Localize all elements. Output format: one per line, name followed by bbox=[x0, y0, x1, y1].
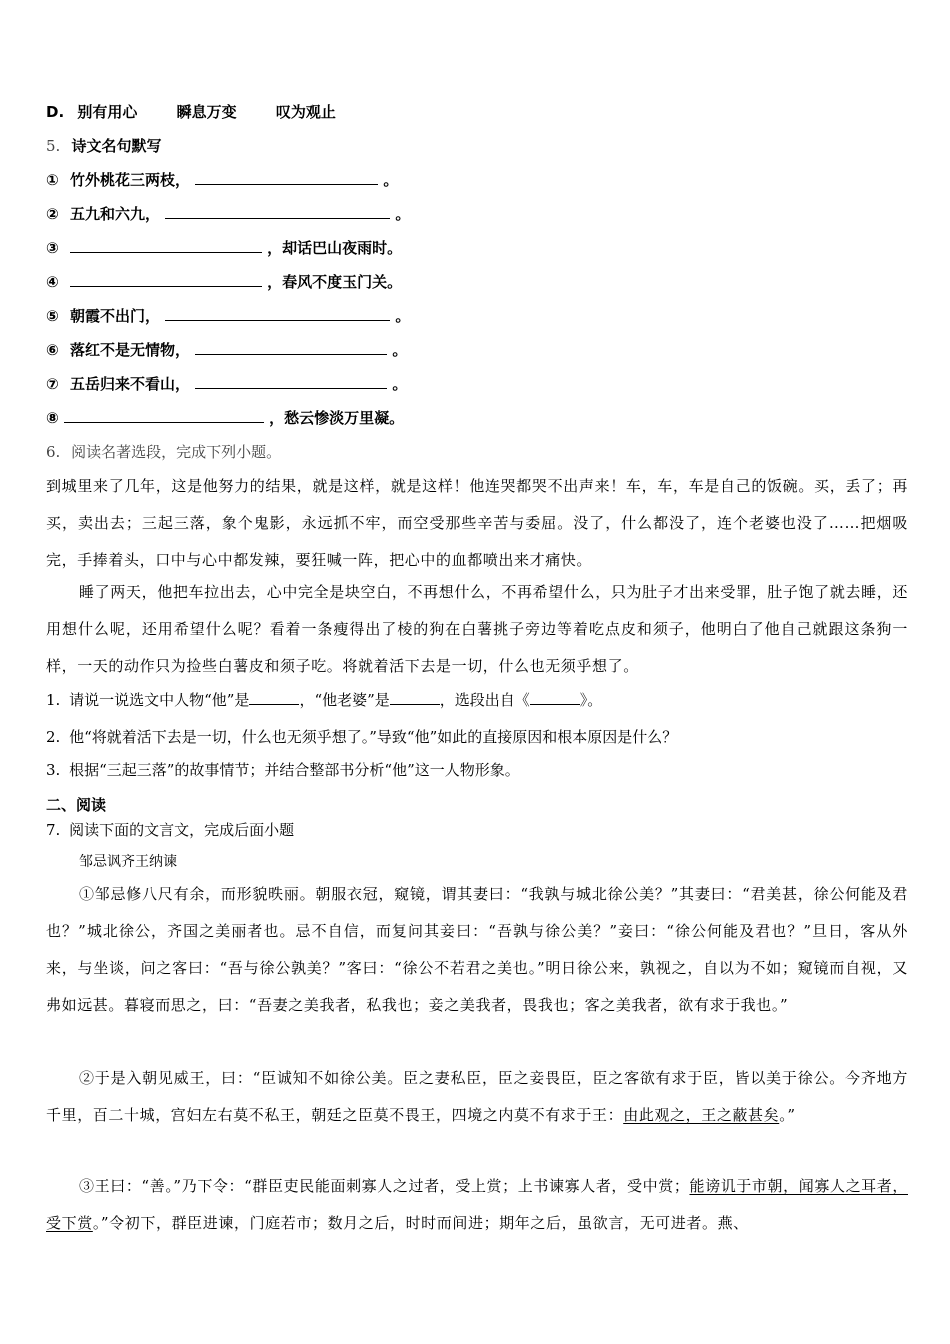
poem-text: 。 bbox=[395, 205, 411, 223]
poem-line-5 bbox=[46, 306, 410, 326]
q6-paragraph-1: 到城里来了几年，这是他努力的结果，就是这样，就是这样！他连哭都哭不出声来！车，车，车是自己的饭碗。买，丢了；再买，卖出去；三起三落，象个鬼影，永远抓不牢，而空受那些辛苦与委屈。没了，什么都没了，连个老婆也没了……把烟吸完，手捧着头，口中与心中都发辣，要狂喊一阵，把心中的血都喷出来才痛快。 bbox=[46, 477, 908, 569]
answer-blank[interactable] bbox=[195, 340, 387, 355]
passage-paragraph-2 bbox=[46, 1060, 908, 1134]
answer-blank[interactable] bbox=[165, 204, 390, 219]
q6-sub-question-1 bbox=[46, 690, 602, 710]
poem-text: 朝霞不出门， bbox=[69, 307, 160, 325]
poem-text: 五九和六九， bbox=[69, 205, 160, 223]
poem-text: ，春风不度玉门关。 bbox=[267, 273, 403, 291]
line-marker: ② bbox=[46, 205, 59, 223]
q6-paragraph-2: 睡了两天，他把车拉出去，心中完全是块空白，不再想什么，不再希望什么，只为肚子才出来受罪，肚子饱了就去睡，还用想什么呢，还用希望什么呢？看着一条瘦得出了棱的狗在白薯挑子旁边等着吃点皮和须子，他明白了他自己就跟这条狗一样，一天的动作只为捡些白薯皮和须子吃。将就着活下去是一切，什么也无须乎想了。 bbox=[46, 583, 908, 675]
passage-paragraph-3 bbox=[46, 1168, 908, 1242]
passage-text: ②于是入朝见威王，曰：“臣诚知不如徐公美。臣之妻私臣，臣之妾畏臣，臣之客欲有求于臣，皆以美于徐公。今齐地方千里，百二十城，宫妇左右莫不私王，朝廷之臣莫不畏王，四境之内莫不有求于王： bbox=[46, 1069, 908, 1124]
underlined-sentence: 能谤讥于市朝，闻寡人之耳者，受下赏 bbox=[46, 1177, 908, 1232]
line-marker: ⑧ bbox=[46, 409, 59, 427]
answer-blank[interactable] bbox=[249, 690, 299, 705]
poem-text: 。 bbox=[383, 171, 399, 189]
section-heading: 二、阅读 bbox=[46, 796, 107, 814]
answer-blank[interactable] bbox=[390, 690, 440, 705]
poem-text: ，愁云惨淡万里凝。 bbox=[269, 409, 405, 427]
option-d bbox=[46, 102, 336, 122]
sub-text: 他“将就着活下去是一切，什么也无须乎想了。”导致“他”如此的直接原因和根本原因是什么？ bbox=[69, 728, 678, 746]
line-marker: ④ bbox=[46, 273, 59, 291]
poem-text: 。 bbox=[392, 341, 408, 359]
passage-text: 。”令初下，群臣进谏，门庭若市；数月之后，时时而间进；期年之后，虽欲言，无可进者。燕、 bbox=[92, 1214, 749, 1232]
poem-text: 。 bbox=[392, 375, 408, 393]
q6-sub-question-3 bbox=[46, 760, 520, 780]
answer-blank[interactable] bbox=[70, 238, 262, 253]
poem-text: 。 bbox=[395, 307, 411, 325]
passage-text: 。” bbox=[779, 1106, 796, 1124]
line-marker: ③ bbox=[46, 239, 59, 257]
q6-number: 6. bbox=[46, 443, 61, 461]
sub-text: 请说一说选文中人物“他”是 bbox=[69, 691, 250, 709]
passage-paragraph-1: ①邹忌修八尺有余，而形貌昳丽。朝服衣冠，窥镜，谓其妻曰：“我孰与城北徐公美？”其妻曰：“君美甚，徐公何能及君也？”城北徐公，齐国之美丽者也。忌不自信，而复问其妾曰：“吾孰与徐公美？”妾曰：“徐公何能及君也？”旦日，客从外来，与坐谈，问之客曰：“吾与徐公孰美？”客曰：“徐公不若君之美也。”明日徐公来，孰视之，自以为不如；窥镜而自视，又弗如远甚。暮寝而思之，曰：“吾妻之美我者，私我也；妾之美我者，畏我也；客之美我者，欲有求于我也。” bbox=[46, 885, 908, 1014]
q5-title: 诗文名句默写 bbox=[71, 137, 162, 155]
underlined-sentence: 由此观之，王之蔽甚矣 bbox=[623, 1106, 780, 1124]
q6-sub-question-2 bbox=[46, 727, 677, 747]
poem-line-1 bbox=[46, 170, 398, 190]
poem-text: ，却话巴山夜雨时。 bbox=[267, 239, 403, 257]
line-marker: ⑦ bbox=[46, 375, 59, 393]
option-d-item: 别有用心 bbox=[77, 103, 138, 121]
answer-blank[interactable] bbox=[70, 272, 262, 287]
poem-line-3 bbox=[46, 238, 402, 258]
sub-text: 》。 bbox=[579, 691, 603, 709]
line-marker: ① bbox=[46, 171, 59, 189]
sub-number: 2. bbox=[46, 728, 61, 746]
sub-text: ，选段出自《 bbox=[439, 691, 530, 709]
q7-header bbox=[46, 820, 294, 840]
poem-text: 竹外桃花三两枝， bbox=[69, 171, 190, 189]
q6-title: 阅读名著选段，完成下列小题。 bbox=[71, 443, 282, 461]
line-marker: ⑤ bbox=[46, 307, 59, 325]
sub-text: 根据“三起三落”的故事情节；并结合整部书分析“他”这一人物形象。 bbox=[69, 761, 520, 779]
answer-blank[interactable] bbox=[165, 306, 390, 321]
poem-line-7 bbox=[46, 374, 407, 394]
answer-blank[interactable] bbox=[64, 408, 264, 423]
poem-text: 五岳归来不看山， bbox=[69, 375, 190, 393]
answer-blank[interactable] bbox=[530, 690, 580, 705]
poem-line-6 bbox=[46, 340, 407, 360]
q6-header bbox=[46, 442, 281, 462]
line-marker: ⑥ bbox=[46, 341, 59, 359]
passage-text: ③王曰：“善。”乃下令：“群臣吏民能面刺寡人之过者，受上赏；上书谏寡人者，受中赏； bbox=[79, 1177, 690, 1195]
q5-number: 5. bbox=[46, 137, 61, 155]
q7-title: 阅读下面的文言文，完成后面小题 bbox=[69, 821, 295, 839]
passage-title: 邹忌讽齐王纳谏 bbox=[79, 854, 177, 870]
option-d-item: 瞬息万变 bbox=[176, 103, 237, 121]
sub-number: 3. bbox=[46, 761, 61, 779]
sub-number: 1. bbox=[46, 691, 61, 709]
poem-line-8 bbox=[46, 408, 404, 428]
sub-text: ，“他老婆”是 bbox=[299, 691, 390, 709]
poem-line-4 bbox=[46, 272, 402, 292]
poem-text: 落红不是无情物， bbox=[69, 341, 190, 359]
q5-header bbox=[46, 136, 162, 156]
answer-blank[interactable] bbox=[195, 374, 387, 389]
q7-number: 7. bbox=[46, 821, 61, 839]
answer-blank[interactable] bbox=[195, 170, 378, 185]
option-d-label: D. bbox=[46, 103, 65, 121]
option-d-item: 叹为观止 bbox=[275, 103, 336, 121]
poem-line-2 bbox=[46, 204, 410, 224]
